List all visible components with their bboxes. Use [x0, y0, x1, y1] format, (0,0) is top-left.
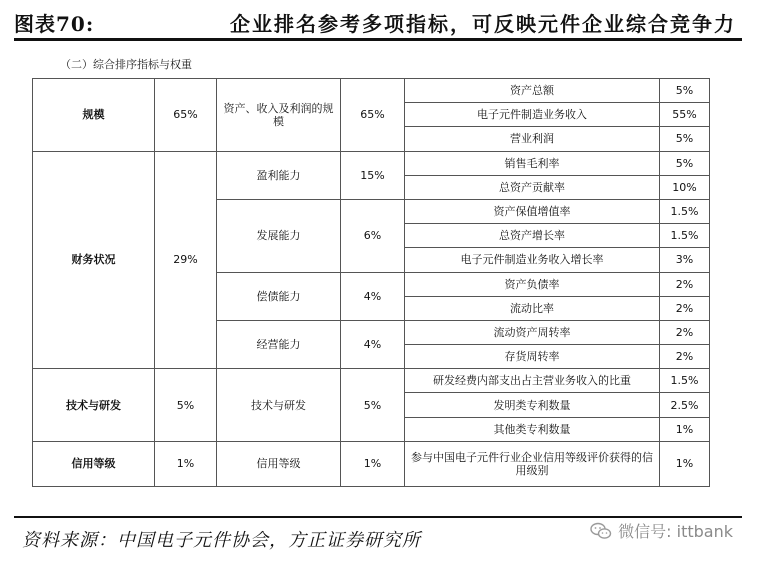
subcategory-weight: 6% [341, 199, 405, 272]
subcategory-cell: 偿债能力 [217, 272, 341, 320]
indicator-weight: 1.5% [660, 199, 710, 223]
wechat-watermark [590, 519, 733, 542]
figure-label: 图表70: [14, 12, 95, 36]
indicator-cell: 营业利润 [405, 127, 660, 151]
table-row [33, 79, 710, 103]
category-weight: 29% [155, 151, 217, 369]
subcategory-weight: 1% [341, 441, 405, 486]
category-weight: 1% [155, 441, 217, 486]
subcategory-cell: 盈利能力 [217, 151, 341, 199]
indicator-weight: 5% [660, 127, 710, 151]
source-note: 资料来源：中国电子元件协会，方正证券研究所 [22, 530, 421, 551]
indicator-weight: 1.5% [660, 224, 710, 248]
table-subtitle: （二）综合排序指标与权重 [60, 58, 192, 71]
indicator-weight: 55% [660, 103, 710, 127]
indicator-cell: 电子元件制造业务收入增长率 [405, 248, 660, 272]
indicator-cell: 销售毛利率 [405, 151, 660, 175]
indicator-cell: 发明类专利数量 [405, 393, 660, 417]
category-cell: 信用等级 [33, 441, 155, 486]
table-row [33, 151, 710, 175]
subcategory-weight: 4% [341, 272, 405, 320]
indicator-cell: 存货周转率 [405, 345, 660, 369]
subcategory-weight: 65% [341, 79, 405, 152]
subcategory-cell: 经营能力 [217, 320, 341, 368]
subcategory-weight: 5% [341, 369, 405, 442]
subcategory-cell: 技术与研发 [217, 369, 341, 442]
indicator-weight: 2% [660, 320, 710, 344]
subcategory-weight: 15% [341, 151, 405, 199]
indicator-cell: 其他类专利数量 [405, 417, 660, 441]
category-cell: 规模 [33, 79, 155, 152]
subcategory-cell: 资产、收入及利润的规模 [217, 79, 341, 152]
indicator-weight: 10% [660, 175, 710, 199]
indicator-cell: 研发经费内部支出占主营业务收入的比重 [405, 369, 660, 393]
indicator-cell: 资产总额 [405, 79, 660, 103]
indicator-cell: 资产负债率 [405, 272, 660, 296]
subcategory-weight: 4% [341, 320, 405, 368]
table-row [33, 441, 710, 486]
indicator-cell: 流动比率 [405, 296, 660, 320]
indicator-cell: 资产保值增值率 [405, 199, 660, 223]
category-cell: 技术与研发 [33, 369, 155, 442]
indicator-weight: 2.5% [660, 393, 710, 417]
indicator-cell: 总资产增长率 [405, 224, 660, 248]
figure-header [14, 8, 744, 38]
wechat-icon [590, 522, 612, 540]
figure-title: 企业排名参考多项指标，可反映元件企业综合竞争力 [230, 12, 736, 36]
indicator-weight: 1% [660, 417, 710, 441]
watermark-text: 微信号: ittbank [618, 522, 733, 541]
category-weight: 5% [155, 369, 217, 442]
indicator-weight: 5% [660, 151, 710, 175]
indicator-weight: 2% [660, 296, 710, 320]
category-cell: 财务状况 [33, 151, 155, 369]
footer-rule [14, 516, 742, 518]
indicator-cell: 流动资产周转率 [405, 320, 660, 344]
subcategory-cell: 信用等级 [217, 441, 341, 486]
indicator-weight: 3% [660, 248, 710, 272]
subcategory-cell: 发展能力 [217, 199, 341, 272]
indicator-weight: 2% [660, 272, 710, 296]
indicator-cell: 总资产贡献率 [405, 175, 660, 199]
indicator-cell: 电子元件制造业务收入 [405, 103, 660, 127]
header-rule [14, 38, 742, 41]
indicator-weight: 1% [660, 441, 710, 486]
category-weight: 65% [155, 79, 217, 152]
indicator-cell: 参与中国电子元件行业企业信用等级评价获得的信用级别 [405, 441, 660, 486]
indicator-weight: 2% [660, 345, 710, 369]
table-row [33, 369, 710, 393]
indicator-weight: 1.5% [660, 369, 710, 393]
ranking-indicator-table [32, 78, 710, 487]
indicator-weight: 5% [660, 79, 710, 103]
